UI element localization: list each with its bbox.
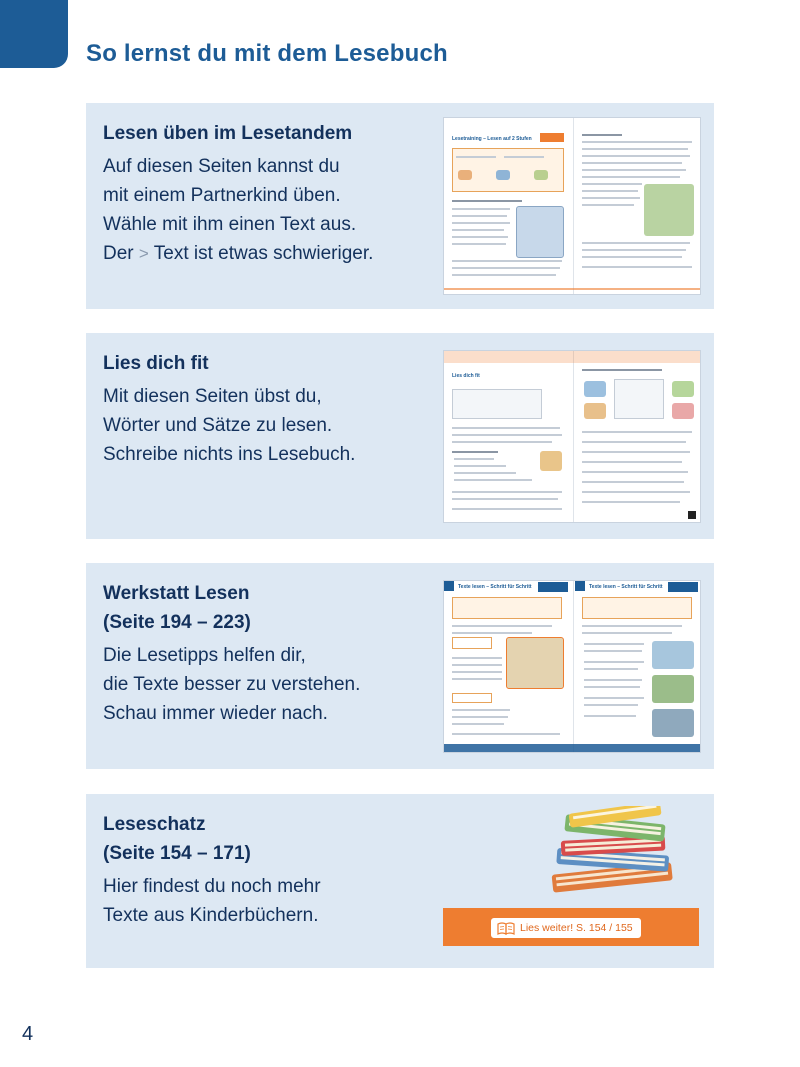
corner-tab: [0, 0, 68, 68]
section-body: [103, 152, 413, 268]
heading-page-range: (Seite 194 – 223): [103, 612, 251, 633]
heading-line: Werkstatt Lesen: [103, 583, 250, 604]
read-more-link[interactable]: [490, 917, 642, 939]
body-line: Texte aus Kinderbüchern.: [103, 905, 319, 926]
thumbnail-title-left: Texte lesen – Schritt für Schritt: [458, 584, 532, 590]
section-lies-dich-fit: [86, 333, 714, 539]
body-line: Wähle mit ihm einen Text aus.: [103, 214, 357, 235]
section-werkstatt-lesen: [86, 563, 714, 769]
section-lesetandem: [86, 103, 714, 309]
body-line-with-icon: [103, 239, 413, 268]
body-line: Auf diesen Seiten kannst du: [103, 156, 340, 177]
body-line: Schreibe nichts ins Lesebuch.: [103, 444, 356, 465]
page-preview-thumbnail: [443, 350, 701, 523]
page-number: 4: [22, 1023, 34, 1045]
page-preview-thumbnail: [443, 580, 701, 753]
section-leseschatz: [86, 794, 714, 968]
body-line: Die Lesetipps helfen dir,: [103, 645, 306, 666]
body-line: Mit diesen Seiten übst du,: [103, 386, 322, 407]
thumbnail-title: Lies dich fit: [452, 373, 480, 379]
body-line: mit einem Partnerkind üben.: [103, 185, 341, 206]
body-line-end: Text ist etwas schwieriger.: [153, 243, 374, 264]
heading-line: Leseschatz: [103, 814, 206, 835]
book-stack-illustration: [541, 806, 691, 896]
section-body: [103, 382, 413, 469]
section-heading: [103, 810, 413, 868]
body-line: die Texte besser zu verstehen.: [103, 674, 361, 695]
page-title: So lernst du mit dem Lesebuch: [86, 40, 448, 67]
section-body: [103, 872, 413, 930]
body-line: Schau immer wieder nach.: [103, 703, 328, 724]
chevron-right-icon: >: [138, 244, 149, 263]
section-heading: [103, 579, 413, 637]
page-preview-thumbnail: [443, 117, 701, 295]
heading-page-range: (Seite 154 – 171): [103, 843, 251, 864]
section-body: [103, 641, 413, 728]
read-more-label: Lies weiter! S. 154 / 155: [520, 922, 633, 934]
section-heading: Lesen üben im Lesetandem: [103, 123, 353, 144]
read-more-banner: [443, 908, 699, 946]
thumbnail-title: Lesetraining – Lesen auf 2 Stufen: [452, 136, 532, 142]
body-line: Wörter und Sätze zu lesen.: [103, 415, 333, 436]
thumbnail-title-right: Texte lesen – Schritt für Schritt: [589, 584, 663, 590]
open-book-icon: [497, 921, 515, 935]
body-line: Hier findest du noch mehr: [103, 876, 321, 897]
section-heading: Lies dich fit: [103, 353, 209, 374]
body-line-start: Der: [103, 243, 134, 264]
